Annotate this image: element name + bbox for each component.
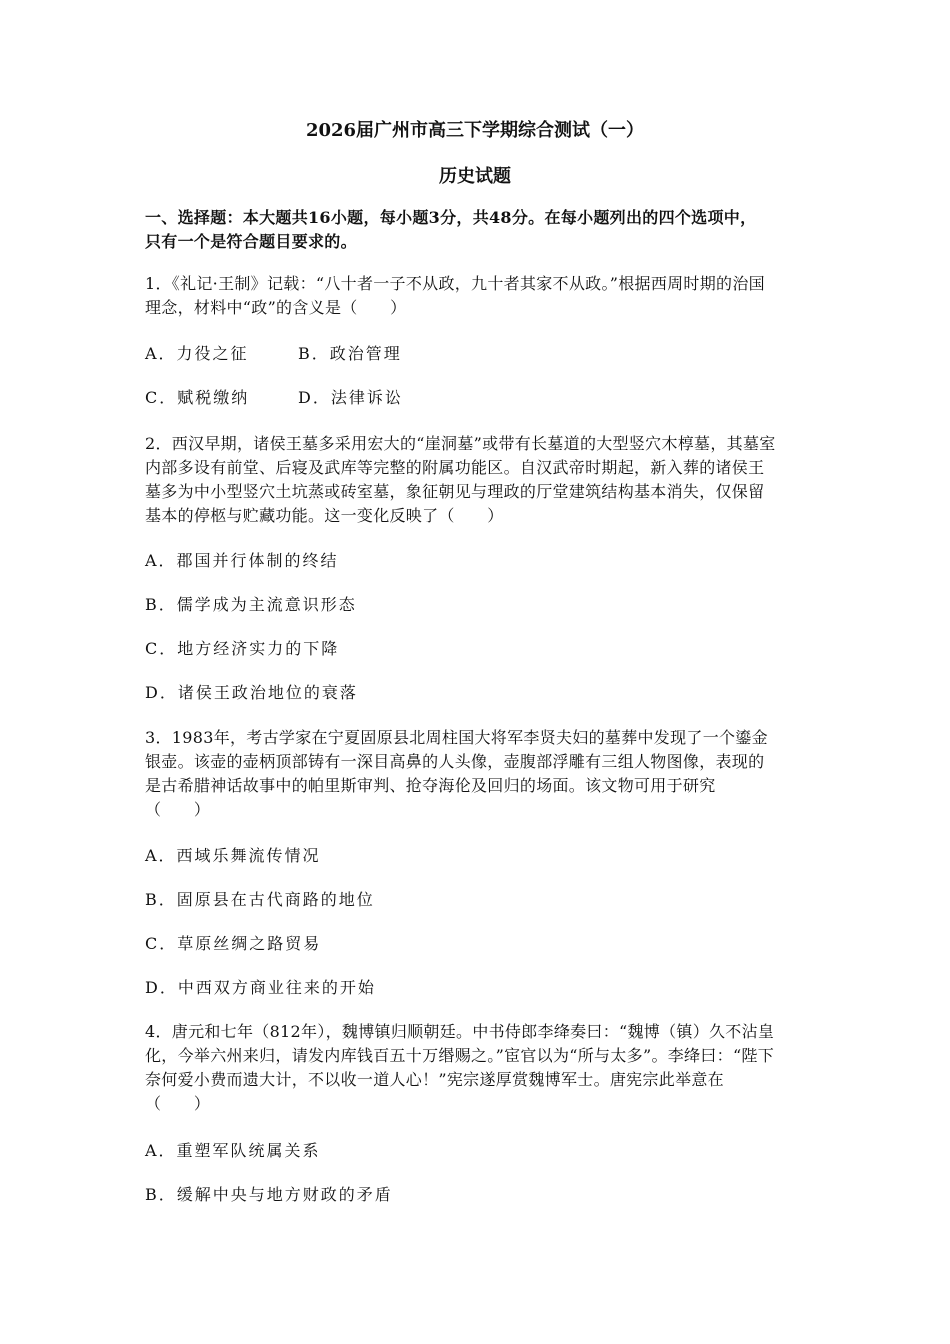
section-heading-line: 只有一个是符合题目要求的。 xyxy=(145,232,357,251)
question-line: 内部多设有前堂、后寝及武库等完整的附属功能区。自汉武帝时期起，新入葬的诸侯王 xyxy=(145,458,765,477)
question-line: 4．唐元和七年（812年），魏博镇归顺朝廷。中书侍郎李绛奏曰：“魏博（镇）久不沾皇 xyxy=(145,1022,775,1041)
question-1-option-c: C．赋税缴纳 xyxy=(145,388,250,407)
question-line: 是古希腊神话故事中的帕里斯审判、抢夺海伦及回归的场面。该文物可用于研究 xyxy=(145,776,716,795)
question-line: 2．西汉早期，诸侯王墓多采用宏大的“崖洞墓”或带有长墓道的大型竖穴木椁墓，其墓室 xyxy=(145,434,776,453)
question-line: 1．《礼记·王制》记载：“八十者一子不从政，九十者其家不从政。”根据西周时期的治国 xyxy=(145,274,765,293)
question-line: 化，今举六州来归，请发内库钱百五十万缗赐之。”宦官以为“所与太多”。李绛曰：“陛下 xyxy=(145,1046,775,1065)
question-3-option-b: B．固原县在古代商路的地位 xyxy=(145,890,375,909)
exam-title: 2026届广州市高三下学期综合测试（一） xyxy=(305,120,645,141)
question-3-option-c: C．草原丝绸之路贸易 xyxy=(145,934,322,953)
question-line: 理念，材料中“政”的含义是（ ） xyxy=(145,298,407,317)
question-4-option-a: A．重塑军队统属关系 xyxy=(145,1141,321,1160)
question-line: （ ） xyxy=(145,1094,211,1113)
question-1-option-b: B．政治管理 xyxy=(298,344,402,363)
question-line: 3．1983年，考古学家在宁夏固原县北周柱国大将军李贤夫妇的墓葬中发现了一个鎏金 xyxy=(145,728,768,747)
question-line: 奈何爱小费而遗大计，不以收一道人心！”宪宗遂厚赏魏博军士。唐宪宗此举意在 xyxy=(145,1070,724,1089)
question-2-option-d: D．诸侯王政治地位的衰落 xyxy=(145,683,358,702)
question-line: 基本的停柩与贮藏功能。这一变化反映了（ ） xyxy=(145,506,504,525)
question-2-stem xyxy=(145,432,808,528)
question-2-option-b: B．儒学成为主流意识形态 xyxy=(145,595,357,614)
question-2-option-c: C．地方经济实力的下降 xyxy=(145,639,340,658)
section-heading-line: 一、选择题：本大题共16小题，每小题3分，共48分。在每小题列出的四个选项中， xyxy=(145,208,757,227)
question-3-stem xyxy=(145,726,808,822)
section-heading xyxy=(145,206,808,254)
question-4-option-b: B．缓解中央与地方财政的矛盾 xyxy=(145,1185,393,1204)
question-3-option-a: A．西域乐舞流传情况 xyxy=(145,846,321,865)
question-4-stem xyxy=(145,1020,808,1116)
question-3-option-d: D．中西双方商业往来的开始 xyxy=(145,978,376,997)
question-line: 银壶。该壶的壶柄顶部铸有一深目高鼻的人头像，壶腹部浮雕有三组人物图像，表现的 xyxy=(145,752,765,771)
question-line: 墓多为中小型竖穴土坑蒸或砖室墓，象征朝见与理政的厅堂建筑结构基本消失，仅保留 xyxy=(145,482,765,501)
question-line: （ ） xyxy=(145,800,211,819)
question-2-option-a: A．郡国并行体制的终结 xyxy=(145,551,339,570)
question-1-option-a: A．力役之征 xyxy=(145,344,249,363)
exam-subtitle: 历史试题 xyxy=(439,166,511,187)
question-1-stem xyxy=(145,272,808,320)
question-1-option-d: D．法律诉讼 xyxy=(298,388,403,407)
